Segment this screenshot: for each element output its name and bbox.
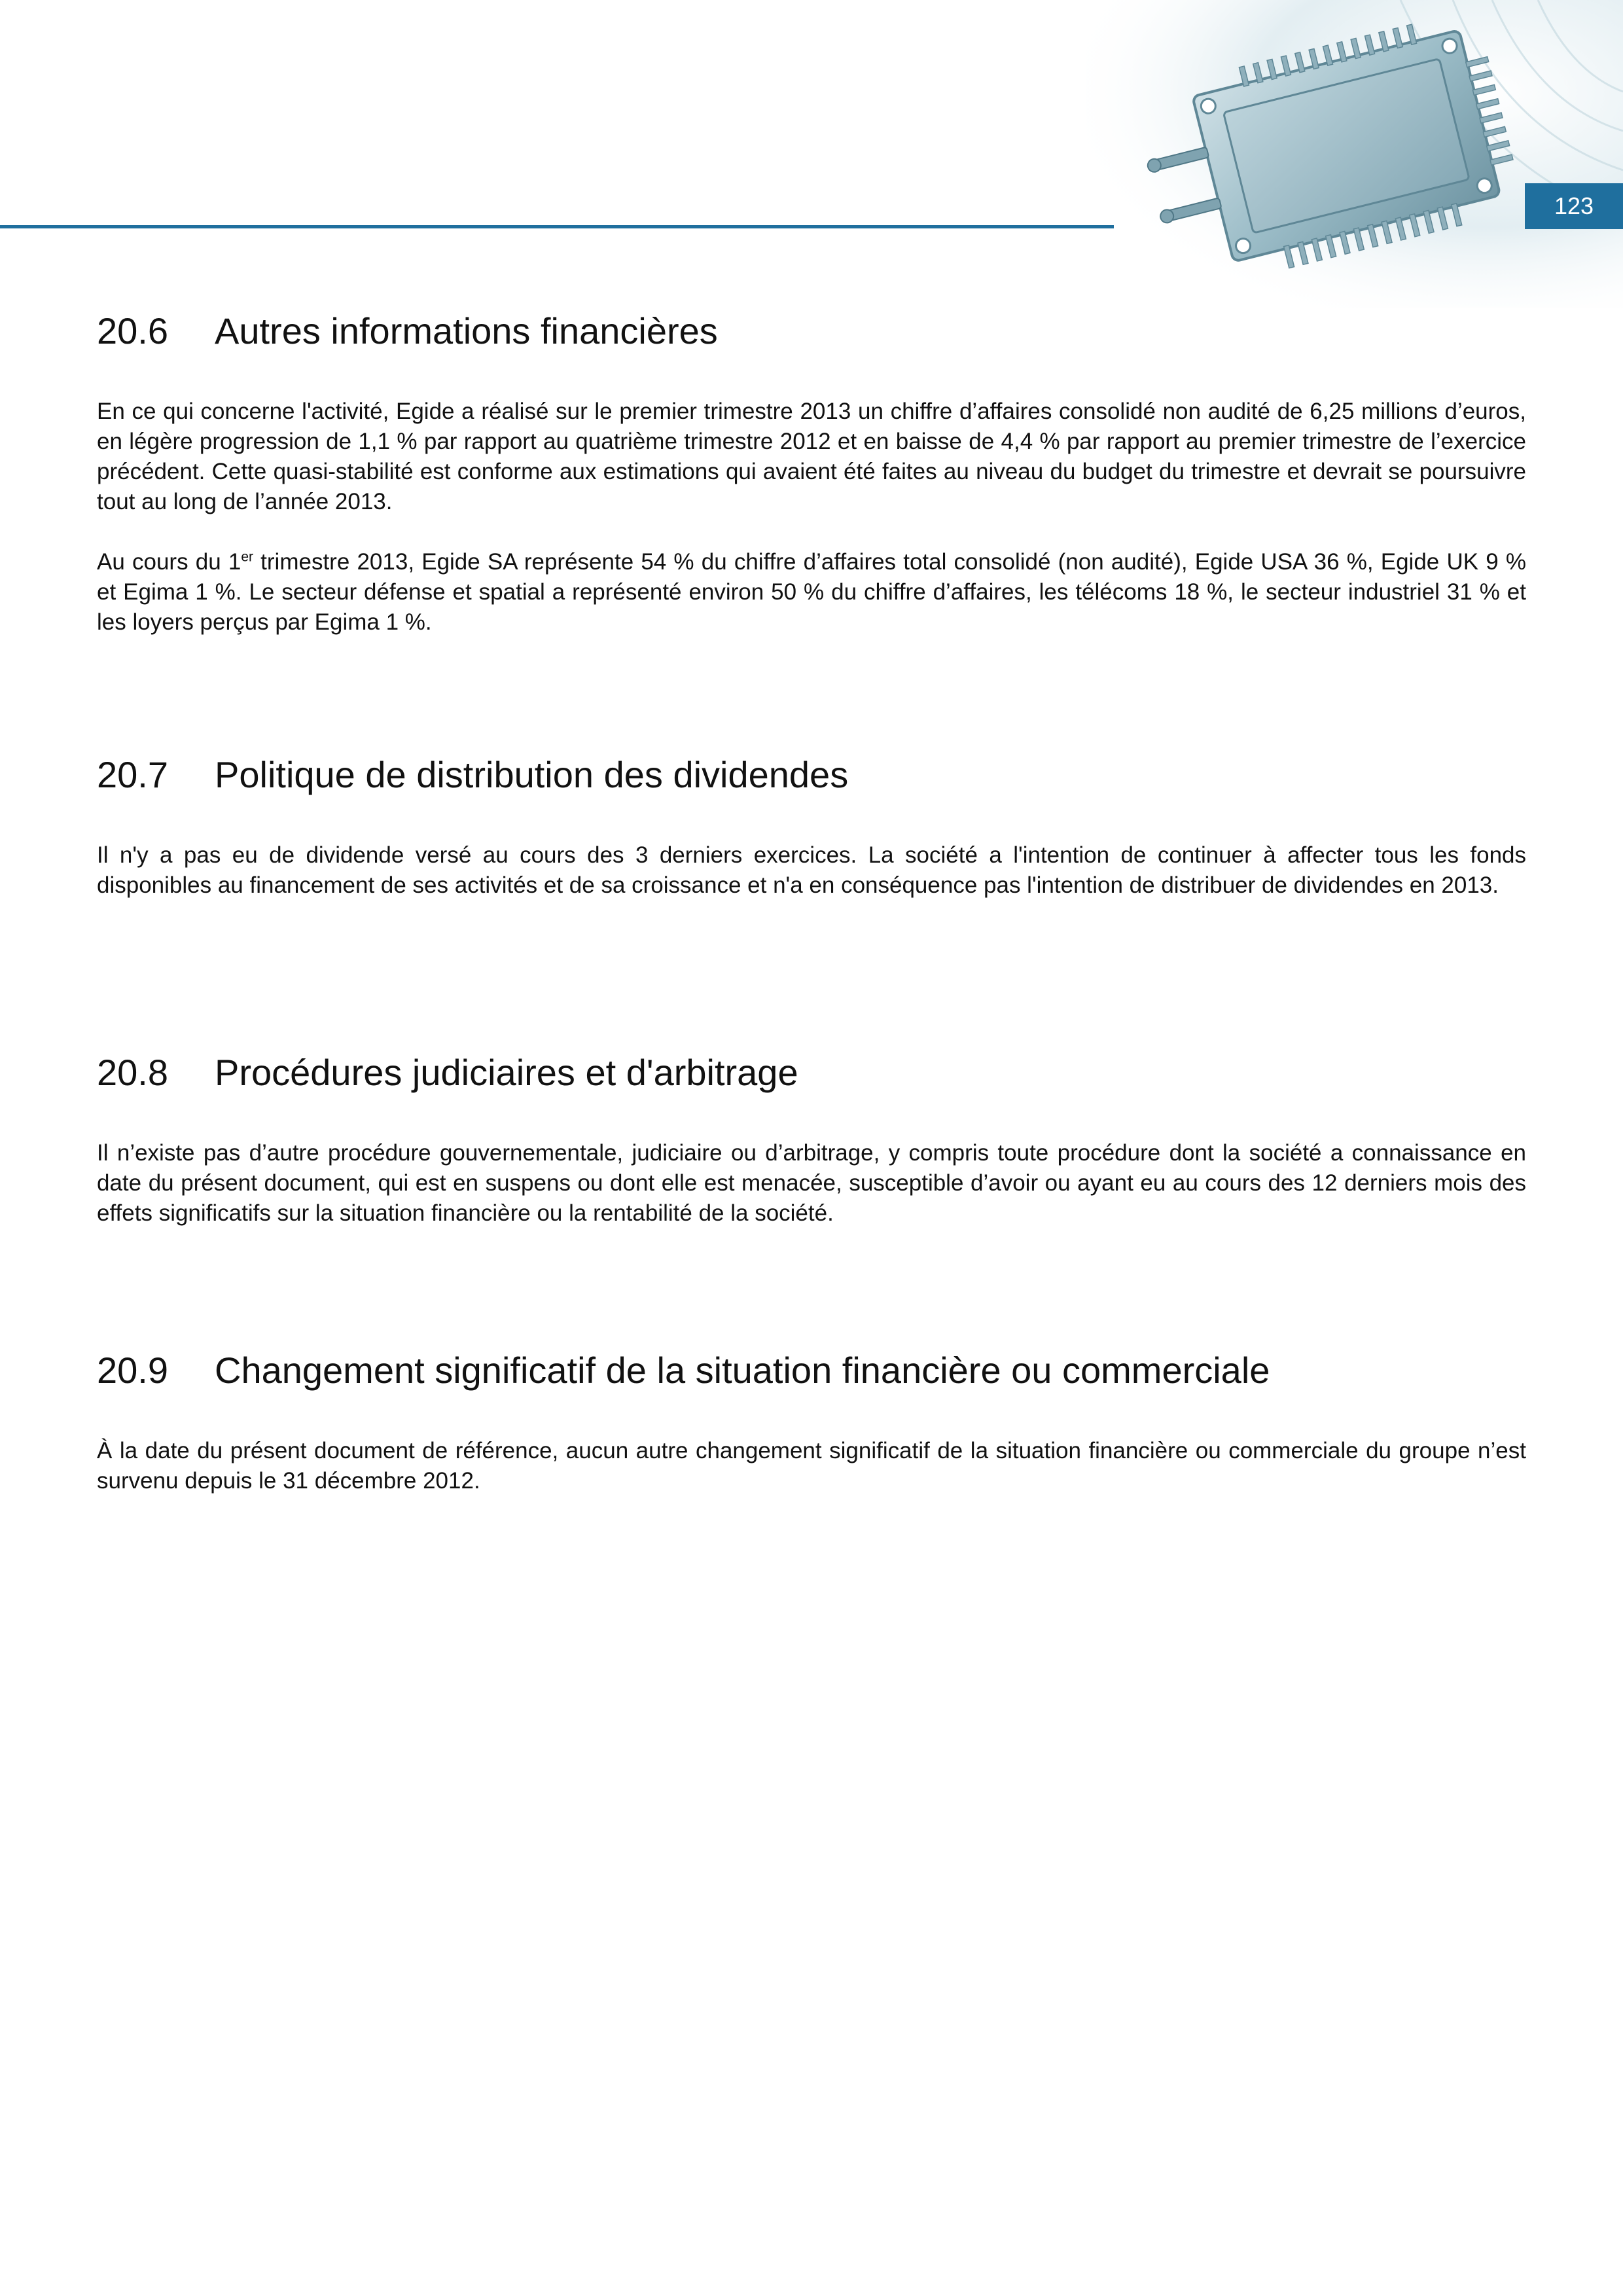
section-number: 20.8 — [97, 1052, 168, 1093]
paragraph: À la date du présent document de référence, aucun autre changement significatif de la situation financière ou commerciale du groupe n’est survenu depuis le 31 décembre 2012. — [97, 1438, 1526, 1494]
section-20-9 — [97, 1348, 1526, 1496]
section-number: 20.9 — [97, 1350, 168, 1391]
paragraph: Il n’existe pas d’autre procédure gouvernementale, judiciaire ou d’arbitrage, y compris toute procédure dont la société a connaissance en date du présent document, qui est en suspens ou dont elle est menacée, susceptible d’avoir ou ayant eu au cours des 12 derniers mois des effets significatifs sur la situation financière ou la rentabilité de la société. — [97, 1140, 1526, 1227]
paragraph — [97, 547, 1526, 637]
paragraph: En ce qui concerne l'activité, Egide a réalisé sur le premier trimestre 2013 un chiffre d’affaires consolidé non audité de 6,25 millions d’euros, en légère progression de 1,1 % par rapport au quatrième trimestre 2012 et en baisse de 4,4 % par rapport au premier trimestre de l’exercice précédent. Cette quasi-stabilité est conforme aux estimations qui avaient été faites au niveau du budget du trimestre et devrait se poursuivre tout au long de l’année 2013. — [97, 399, 1526, 515]
section-title: Politique de distribution des dividendes — [215, 754, 849, 795]
section-number: 20.6 — [97, 310, 168, 351]
section-20-8 — [97, 1050, 1526, 1229]
header-rule — [0, 225, 1114, 228]
section-heading — [97, 1348, 1526, 1392]
section-heading — [97, 753, 1526, 797]
section-20-7 — [97, 753, 1526, 901]
section-title: Procédures judiciaires et d'arbitrage — [215, 1052, 798, 1093]
section-title: Changement significatif de la situation financière ou commerciale — [215, 1350, 1270, 1391]
page-number: 123 — [1525, 183, 1623, 229]
component-illustration — [1086, 0, 1623, 308]
section-heading — [97, 309, 1526, 353]
paragraph-text-end: trimestre 2013, Egide SA représente 54 % du chiffre d’affaires total consolidé (non audité), Egide USA 36 %, Egide UK 9 % et Egima 1 %. Le secteur défense et spatial a représenté environ 50 % du chiffre d’affaires, les télécoms 18 %, le secteur industriel 31 % et les loyers perçus par Egima 1 %. — [97, 549, 1526, 636]
paragraph-text-start: Au cours du 1 — [97, 549, 241, 575]
section-title: Autres informations financières — [215, 310, 718, 351]
section-number: 20.7 — [97, 754, 168, 795]
paragraph: Il n'y a pas eu de dividende versé au cours des 3 derniers exercices. La société a l'intention de continuer à affecter tous les fonds disponibles au financement de ses activités et de sa croissance et n'a en conséquence pas l'intention de distribuer de dividendes en 2013. — [97, 842, 1526, 899]
section-heading — [97, 1050, 1526, 1094]
section-20-6 — [97, 309, 1526, 637]
ordinal-superscript: er — [241, 549, 253, 565]
